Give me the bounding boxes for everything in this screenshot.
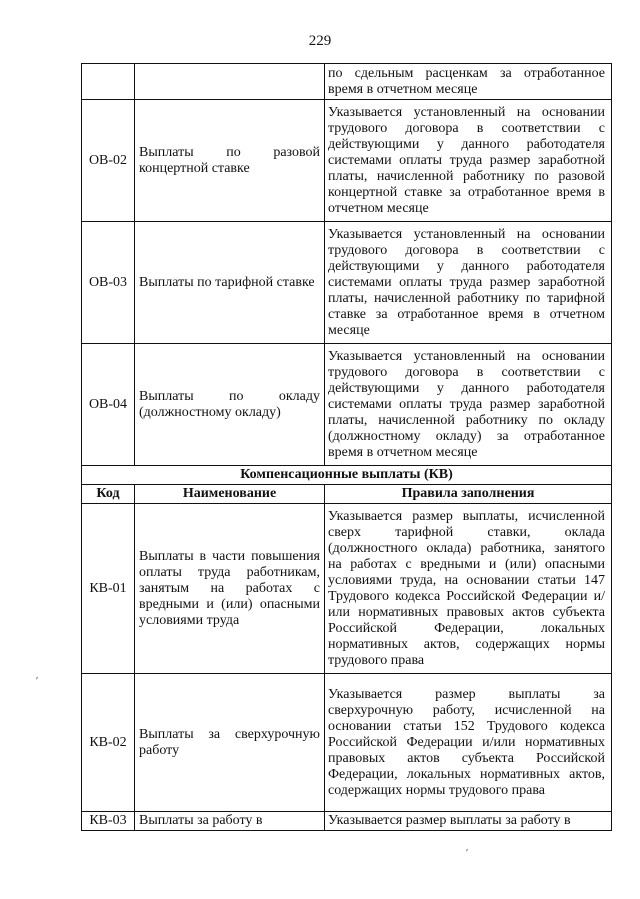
section-row bbox=[82, 466, 612, 485]
row-code: КВ-02 bbox=[82, 674, 135, 812]
table-row bbox=[82, 344, 612, 466]
table-row bbox=[82, 812, 612, 831]
row-name: Выплаты за работу в bbox=[135, 812, 325, 831]
table-row bbox=[82, 222, 612, 344]
row-rule: Указывается размер выплаты, исчисленной сверх тарифной ставки, оклада (должностного оклада) работника, занятого на работах с вредными и (или) опасными условиями труда, на основании статьи 147 Трудового кодекса Российской Федерации и/или нормативных правовых актов субъекта Российской Федерации, локальных нормативных актов, содержащих нормы трудового права bbox=[325, 504, 612, 674]
scan-mark: ′ bbox=[36, 676, 39, 687]
table-row bbox=[82, 674, 612, 812]
row-rule: Указывается размер выплаты за сверхурочную работу, исчисленной на основании статьи 152 Трудового кодекса Российской Федерации и/или нормативных правовых актов субъекта Российской Федерации, локальных нормативных актов, содержащих нормы трудового права bbox=[325, 674, 612, 812]
row-rule: Указывается размер выплаты за работу в bbox=[325, 812, 612, 831]
row-code: ОВ-04 bbox=[82, 344, 135, 466]
row-name: Выплаты за сверхурочную работу bbox=[135, 674, 325, 812]
row-code: КВ-01 bbox=[82, 504, 135, 674]
row-rule: Указывается установленный на основании трудового договора в соответствии с действующими у данного работодателя системами оплаты труда размер заработной платы, начисленной работнику по окладу (должностному окладу) за отработанное время в отчетном месяце bbox=[325, 344, 612, 466]
row-name: Выплаты по разовой концертной ставке bbox=[135, 100, 325, 222]
table-row bbox=[82, 504, 612, 674]
row-rule: Указывается установленный на основании трудового договора в соответствии с действующими у данного работодателя системами оплаты труда размер заработной платы, начисленной работнику по тарифной ставке за отработанное время в отчетном месяце bbox=[325, 222, 612, 344]
row-rule: Указывается установленный на основании трудового договора в соответствии с действующими у данного работодателя системами оплаты труда размер заработной платы, начисленной работнику по разовой концертной ставке за отработанное время в отчетном месяце bbox=[325, 100, 612, 222]
table-row bbox=[82, 100, 612, 222]
header-rule: Правила заполнения bbox=[325, 485, 612, 504]
row-name: Выплаты в части повышения оплаты труда работникам, занятым на работах с вредными и (или) опасными условиями труда bbox=[135, 504, 325, 674]
row-name bbox=[135, 64, 325, 100]
rules-table bbox=[81, 63, 612, 831]
page-number: 229 bbox=[308, 33, 332, 49]
header-row bbox=[82, 485, 612, 504]
scan-mark: ′ bbox=[466, 848, 469, 859]
table-row bbox=[82, 64, 612, 100]
row-code: ОВ-03 bbox=[82, 222, 135, 344]
row-code: КВ-03 bbox=[82, 812, 135, 831]
header-code: Код bbox=[82, 485, 135, 504]
row-rule: по сдельным расценкам за отработанное время в отчетном месяце bbox=[325, 64, 612, 100]
header-name: Наименование bbox=[135, 485, 325, 504]
row-name: Выплаты по окладу (должностному окладу) bbox=[135, 344, 325, 466]
row-name: Выплаты по тарифной ставке bbox=[135, 222, 325, 344]
row-code bbox=[82, 64, 135, 100]
section-title: Компенсационные выплаты (КВ) bbox=[82, 466, 612, 485]
row-code: ОВ-02 bbox=[82, 100, 135, 222]
